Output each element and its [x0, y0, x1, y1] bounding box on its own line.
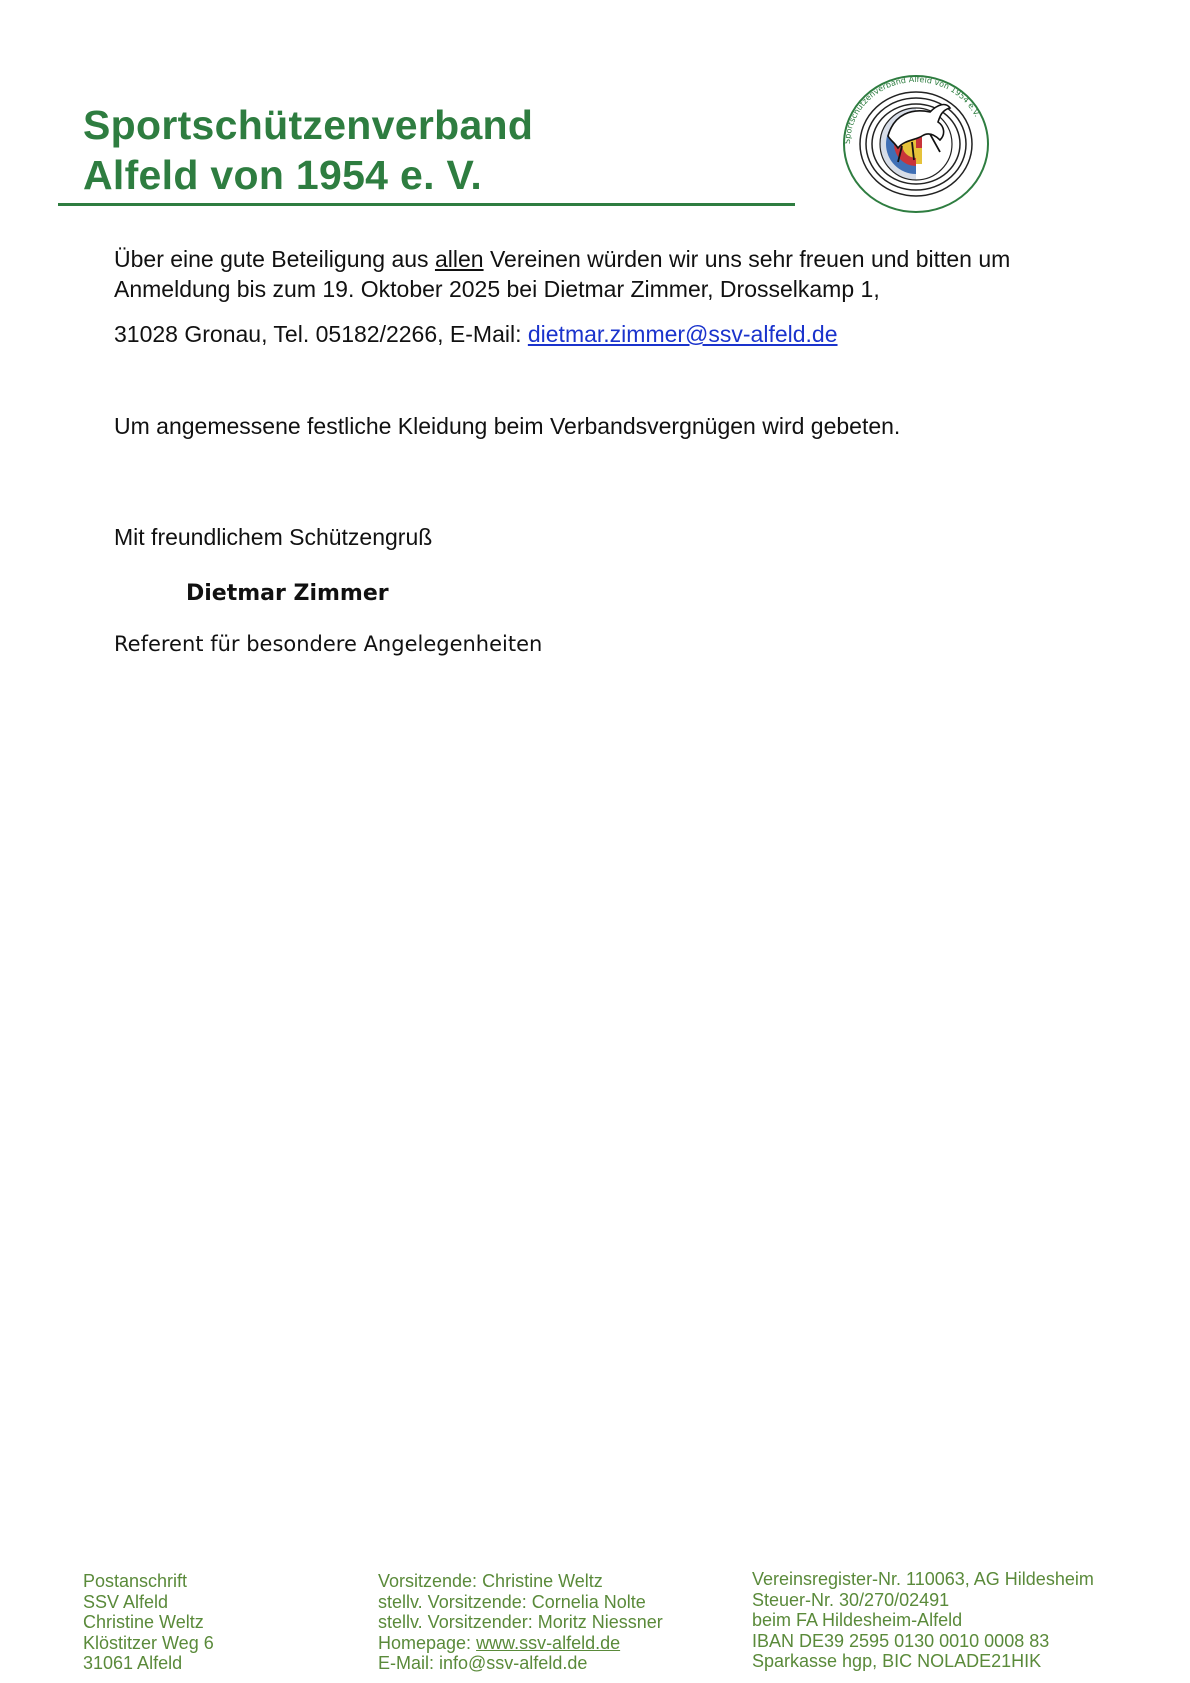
organization-name [83, 100, 533, 200]
organization-name-line1: Sportschützenverband [83, 102, 534, 148]
signature-name: Dietmar Zimmer [186, 581, 389, 606]
logo-ring-text: Sportschützenverband Alfeld von 1954 e.V. [842, 74, 982, 145]
homepage-link[interactable]: www.ssv-alfeld.de [476, 1632, 621, 1653]
club-logo [842, 74, 990, 214]
emphasis-allen: allen [434, 246, 484, 272]
signatory-role: Referent für besondere Angelegenheiten [114, 632, 543, 656]
footer-email: E-Mail: info@ssv-alfeld.de [378, 1653, 588, 1673]
contact-email-link[interactable]: dietmar.zimmer@ssv-alfeld.de [527, 321, 838, 347]
header-divider [58, 203, 795, 206]
registration-paragraph: Über eine gute Beteiligung aus allen Vereinen würden wir uns sehr freuen und bitten um Anmeldung bis zum 19. Oktober 2025 bei Dietmar Zimmer, Drosselkamp 1, [114, 246, 1011, 302]
footer-registration-bank: Vereinsregister-Nr. 110063, AG Hildesheim Steuer-Nr. 30/270/02491 beim FA Hildesheim-Alfeld IBAN DE39 2595 0130 0010 0008 83 Sparkasse hgp, BIC NOLADE21HIK [752, 1569, 1094, 1671]
closing-greeting: Mit freundlichem Schützengruß [114, 524, 433, 550]
footer-board-contacts: Vorsitzende: Christine Weltz stellv. Vorsitzende: Cornelia Nolte stellv. Vorsitzender: Moritz Niessner Homepage: www.ssv-alfeld.de E-Mail: info@ssv-alfeld.de [378, 1571, 663, 1673]
organization-name-line2: Alfeld von 1954 e. V. [83, 152, 483, 198]
footer-postal-address: Postanschrift SSV Alfeld Christine Weltz Klöstitzer Weg 6 31061 Alfeld [83, 1571, 214, 1673]
contact-line: 31028 Gronau, Tel. 05182/2266, E-Mail: dietmar.zimmer@ssv-alfeld.de [114, 321, 838, 347]
dress-code-paragraph: Um angemessene festliche Kleidung beim Verbandsvergnügen wird gebeten. [114, 413, 901, 439]
